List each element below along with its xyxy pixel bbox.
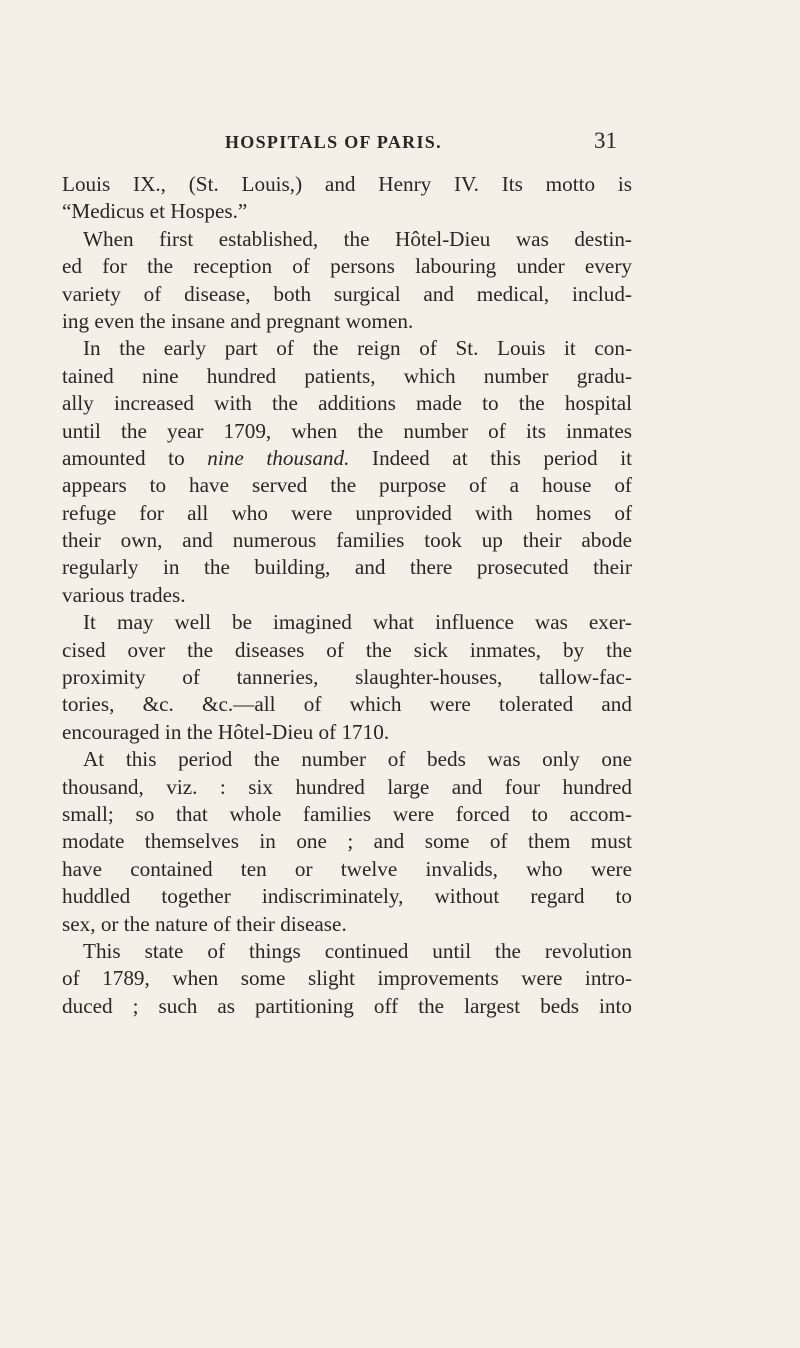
text-line: At this period the number of beds was only one bbox=[83, 747, 632, 772]
text-line: Louis IX., (St. Louis,) and Henry IV. Its motto is bbox=[62, 172, 632, 196]
text-line: In the early part of the reign of St. Louis it con- bbox=[83, 336, 632, 361]
italic-emphasis: nine thousand. bbox=[207, 445, 350, 470]
text-line: refuge for all who were unprovided with homes of bbox=[62, 500, 632, 525]
text-line: variety of disease, both surgical and medical, includ- bbox=[62, 281, 632, 306]
text-line: sex, or the nature of their disease. bbox=[62, 911, 347, 936]
text-line: thousand, viz. : six hundred large and four hundred bbox=[62, 774, 632, 799]
text-line: ing even the insane and pregnant women. bbox=[62, 308, 414, 333]
text-line: regularly in the building, and there prosecuted their bbox=[62, 555, 632, 580]
text-line: ed for the reception of persons labouring under every bbox=[62, 254, 632, 279]
running-title: HOSPITALS OF PARIS. bbox=[225, 132, 442, 152]
text-line: It may well be imagined what influence was exer- bbox=[83, 610, 632, 635]
text-line: huddled together indiscriminately, without regard to bbox=[62, 884, 632, 909]
text-line: of 1789, when some slight improvements were intro- bbox=[62, 966, 632, 991]
text-line: This state of things continued until the revolution bbox=[83, 938, 632, 963]
text-line: small; so that whole families were forced to accom- bbox=[62, 801, 632, 826]
text-segment: amounted to bbox=[62, 445, 208, 470]
running-head bbox=[0, 128, 800, 158]
text-line: When first established, the Hôtel-Dieu was destin- bbox=[83, 226, 632, 251]
text-line: their own, and numerous families took up their abode bbox=[62, 528, 632, 553]
body-text bbox=[62, 171, 632, 1020]
text-line: have contained ten or twelve invalids, who were bbox=[62, 856, 632, 881]
text-line: until the year 1709, when the number of its inmates bbox=[62, 418, 632, 443]
text-line: tories, &c. &c.—all of which were tolerated and bbox=[62, 692, 632, 717]
text-line: appears to have served the purpose of a house of bbox=[62, 473, 632, 498]
text-line: encouraged in the Hôtel-Dieu of 1710. bbox=[62, 719, 390, 744]
text-line: “Medicus et Hospes.” bbox=[62, 199, 248, 224]
text-line: tained nine hundred patients, which number gradu- bbox=[62, 363, 632, 388]
text-line: modate themselves in one ; and some of them must bbox=[62, 829, 632, 854]
page-number: 31 bbox=[594, 128, 617, 153]
text-segment: Indeed at this period it bbox=[349, 445, 632, 470]
text-line: proximity of tanneries, slaughter-houses, tallow-fac- bbox=[62, 665, 632, 690]
text-line bbox=[62, 445, 632, 472]
text-line: ally increased with the additions made to the hospital bbox=[62, 391, 632, 416]
text-line: cised over the diseases of the sick inmates, by the bbox=[62, 637, 632, 662]
text-line: duced ; such as partitioning off the largest beds into bbox=[62, 993, 632, 1018]
text-line: various trades. bbox=[62, 582, 186, 607]
